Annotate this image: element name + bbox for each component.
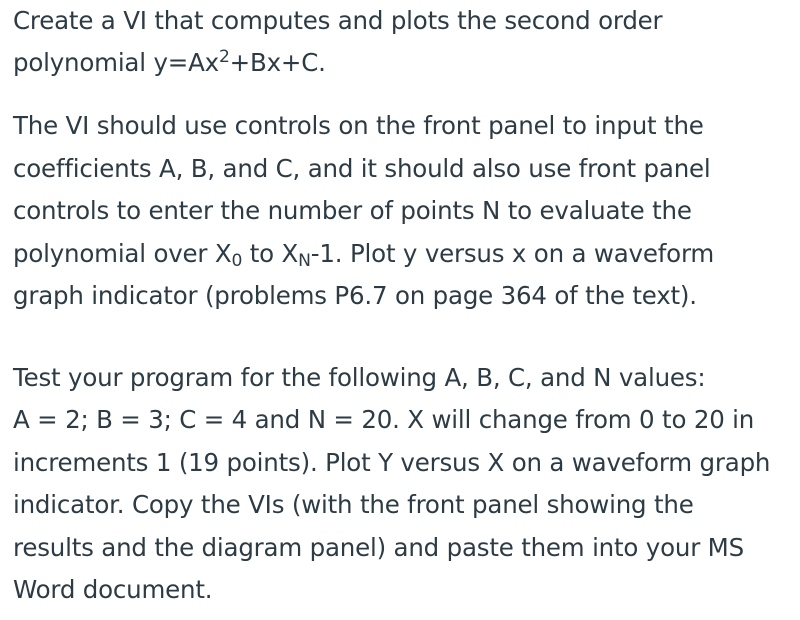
text-line: coefficients A, B, and C, and it should also use front panel (13, 153, 711, 183)
text-line: The VI should use controls on the front panel to input the (13, 111, 704, 140)
paragraph-description (13, 105, 793, 318)
text-line: indicator. Copy the VIs (with the front panel showing the (13, 490, 694, 520)
text-line: A = 2; B = 3; C = 4 and N = 20. X will change from 0 to 20 in (13, 405, 755, 435)
text-line: graph indicator (problems P6.7 on page 364 of the text). (13, 281, 697, 310)
paragraph-intro (13, 0, 793, 84)
text-line: Test your program for the following A, B, C, and N values: (13, 362, 706, 392)
text-fragment: polynomial over X (13, 238, 232, 268)
text-line (13, 42, 793, 84)
paragraph-test-instructions (13, 357, 793, 613)
text-fragment: +Bx+C. (229, 48, 326, 77)
text-line: increments 1 (19 points). Plot Y versus X on a waveform graph (13, 447, 771, 477)
superscript: 2 (218, 47, 230, 68)
text-fragment: to X (242, 238, 299, 268)
text-line: Word document. (13, 575, 213, 605)
subscript: 0 (231, 250, 243, 271)
text-line: Create a VI that computes and plots the second order (13, 6, 663, 35)
text-line (13, 233, 793, 276)
text-line: controls to enter the number of points N to evaluate the (13, 196, 692, 225)
assignment-text (13, 0, 793, 612)
text-fragment: -1. Plot y versus x on a waveform (310, 238, 715, 268)
subscript: N (298, 250, 311, 271)
text-fragment: polynomial y=Ax (13, 48, 219, 77)
text-line: results and the diagram panel) and paste them into your MS (13, 532, 744, 562)
